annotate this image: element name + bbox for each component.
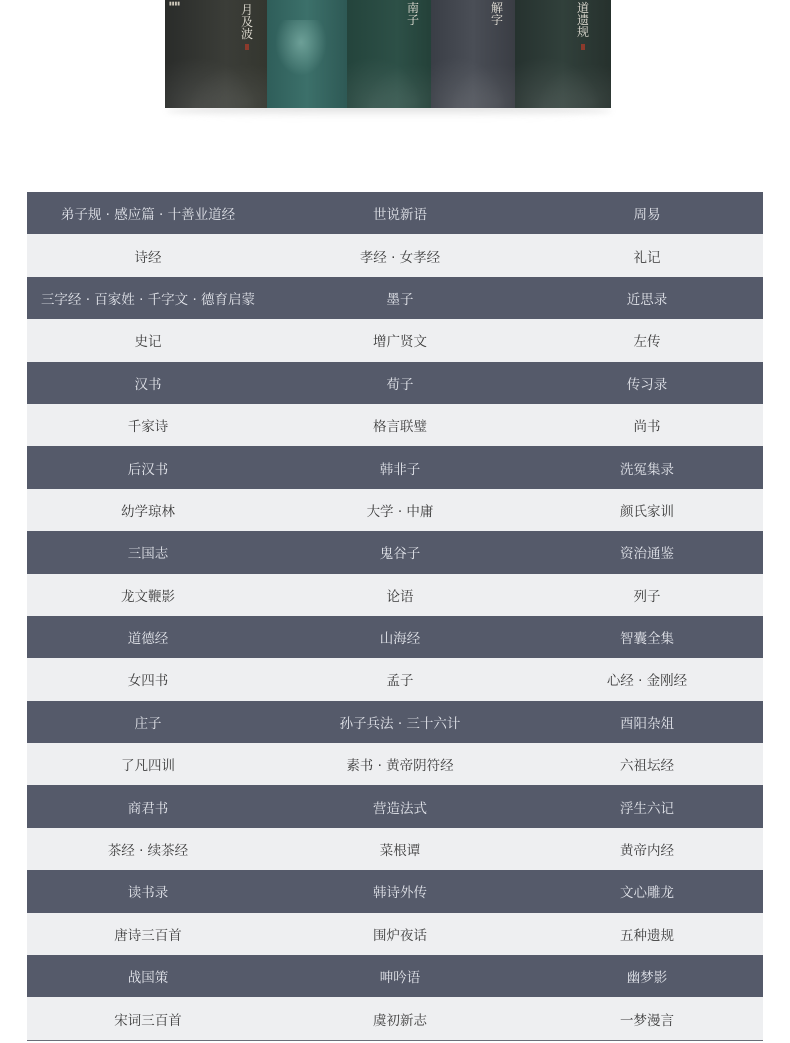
table-row	[27, 701, 763, 743]
table-cell: 唐诗三百首	[114, 927, 182, 944]
table-cell: 格言联璧	[373, 419, 427, 436]
table-cell: 幼学琼林	[121, 503, 175, 520]
table-cell: 左传	[633, 334, 661, 351]
table-cell: 后汉书	[127, 461, 169, 478]
table-row	[27, 531, 763, 573]
table-cell: 增广贤文	[373, 334, 427, 351]
table-cell: 呻吟语	[379, 970, 421, 987]
table-row	[27, 743, 763, 785]
table-cell: 孟子	[386, 673, 414, 690]
table-cell: 智囊全集	[620, 631, 674, 648]
table-cell: 三国志	[127, 546, 169, 563]
cover-art	[275, 20, 327, 76]
table-cell: 五种遗规	[620, 927, 674, 944]
table-cell: 黄帝内经	[620, 843, 674, 860]
table-cell: 六祖坛经	[620, 758, 674, 775]
table-cell: 史记	[134, 334, 162, 351]
table-cell: 庄子	[134, 715, 162, 732]
table-cell: 山海经	[379, 631, 421, 648]
table-cell: 龙文鞭影	[121, 588, 175, 605]
table-row	[27, 913, 763, 955]
book-title-5: 道 遗 规	[577, 1, 590, 39]
table-row	[27, 658, 763, 700]
book-list-table	[27, 192, 763, 1041]
book-cover-5	[515, 0, 611, 108]
table-cell: 幽梦影	[626, 970, 668, 987]
table-row	[27, 234, 763, 276]
table-cell: 资治通鉴	[620, 546, 674, 563]
table-row	[27, 955, 763, 997]
table-cell: 了凡四训	[121, 758, 175, 775]
cover-art	[165, 48, 267, 108]
table-cell: 茶经 · 续茶经	[107, 843, 189, 860]
table-cell: 论语	[386, 588, 414, 605]
table-cell: 礼记	[633, 249, 661, 266]
table-cell: 弟子规 · 感应篇 · 十善业道经	[60, 207, 236, 224]
book-title-4: 解 字	[491, 1, 504, 27]
table-cell: 三字经 · 百家姓 · 千字文 · 德育启蒙	[40, 291, 256, 308]
book-cover-3	[347, 0, 431, 108]
table-row	[27, 362, 763, 404]
table-cell: 传习录	[626, 376, 668, 393]
book-banner	[0, 0, 790, 150]
table-cell: 道德经	[127, 631, 169, 648]
table-cell: 心经 · 金刚经	[606, 673, 688, 690]
cover-art	[347, 48, 431, 108]
table-row	[27, 404, 763, 446]
table-cell: 浮生六记	[620, 800, 674, 817]
book-seal	[245, 44, 249, 50]
table-row	[27, 192, 763, 234]
table-cell: 颜氏家训	[620, 503, 674, 520]
table-cell: 列子	[633, 588, 661, 605]
table-cell: 围炉夜话	[373, 927, 427, 944]
cover-side-text: ▮▮▮▮	[169, 1, 181, 7]
table-cell: 韩非子	[379, 461, 421, 478]
table-row	[27, 997, 763, 1039]
table-cell: 千家诗	[127, 419, 169, 436]
table-cell: 诗经	[134, 249, 162, 266]
table-cell: 荀子	[386, 376, 414, 393]
cover-art	[431, 48, 515, 108]
table-cell: 近思录	[626, 291, 668, 308]
table-cell: 世说新语	[373, 207, 427, 224]
table-cell: 素书 · 黄帝阴符经	[346, 758, 454, 775]
table-cell: 洗冤集录	[620, 461, 674, 478]
book-title-1: 月 及 波	[241, 3, 254, 41]
table-row	[27, 489, 763, 531]
book-title-3: 南 子	[407, 1, 420, 27]
table-cell: 鬼谷子	[379, 546, 421, 563]
table-cell: 一梦漫言	[620, 1012, 674, 1029]
table-cell: 尚书	[633, 419, 661, 436]
table-row	[27, 828, 763, 870]
table-cell: 文心雕龙	[620, 885, 674, 902]
table-cell: 酉阳杂俎	[620, 715, 674, 732]
table-row	[27, 277, 763, 319]
book-cover-2	[267, 0, 347, 108]
book-seal	[581, 44, 585, 50]
table-row	[27, 319, 763, 361]
table-row	[27, 785, 763, 827]
table-cell: 韩诗外传	[373, 885, 427, 902]
table-cell: 战国策	[127, 970, 169, 987]
cover-art	[515, 48, 611, 108]
table-cell: 墨子	[386, 291, 414, 308]
book-cover-1	[165, 0, 267, 108]
table-cell: 读书录	[127, 885, 169, 902]
book-cover-4	[431, 0, 515, 108]
table-cell: 大学 · 中庸	[366, 503, 434, 520]
table-cell: 周易	[633, 207, 661, 224]
table-cell: 宋词三百首	[114, 1012, 182, 1029]
table-row	[27, 446, 763, 488]
table-cell: 孙子兵法 · 三十六计	[339, 715, 461, 732]
table-cell: 虞初新志	[373, 1012, 427, 1029]
table-cell: 营造法式	[373, 800, 427, 817]
table-cell: 女四书	[127, 673, 169, 690]
table-cell: 孝经 · 女孝经	[359, 249, 441, 266]
table-row	[27, 574, 763, 616]
table-cell: 菜根谭	[379, 843, 421, 860]
table-cell: 商君书	[127, 800, 169, 817]
table-row	[27, 616, 763, 658]
table-cell: 汉书	[134, 376, 162, 393]
table-row	[27, 870, 763, 912]
